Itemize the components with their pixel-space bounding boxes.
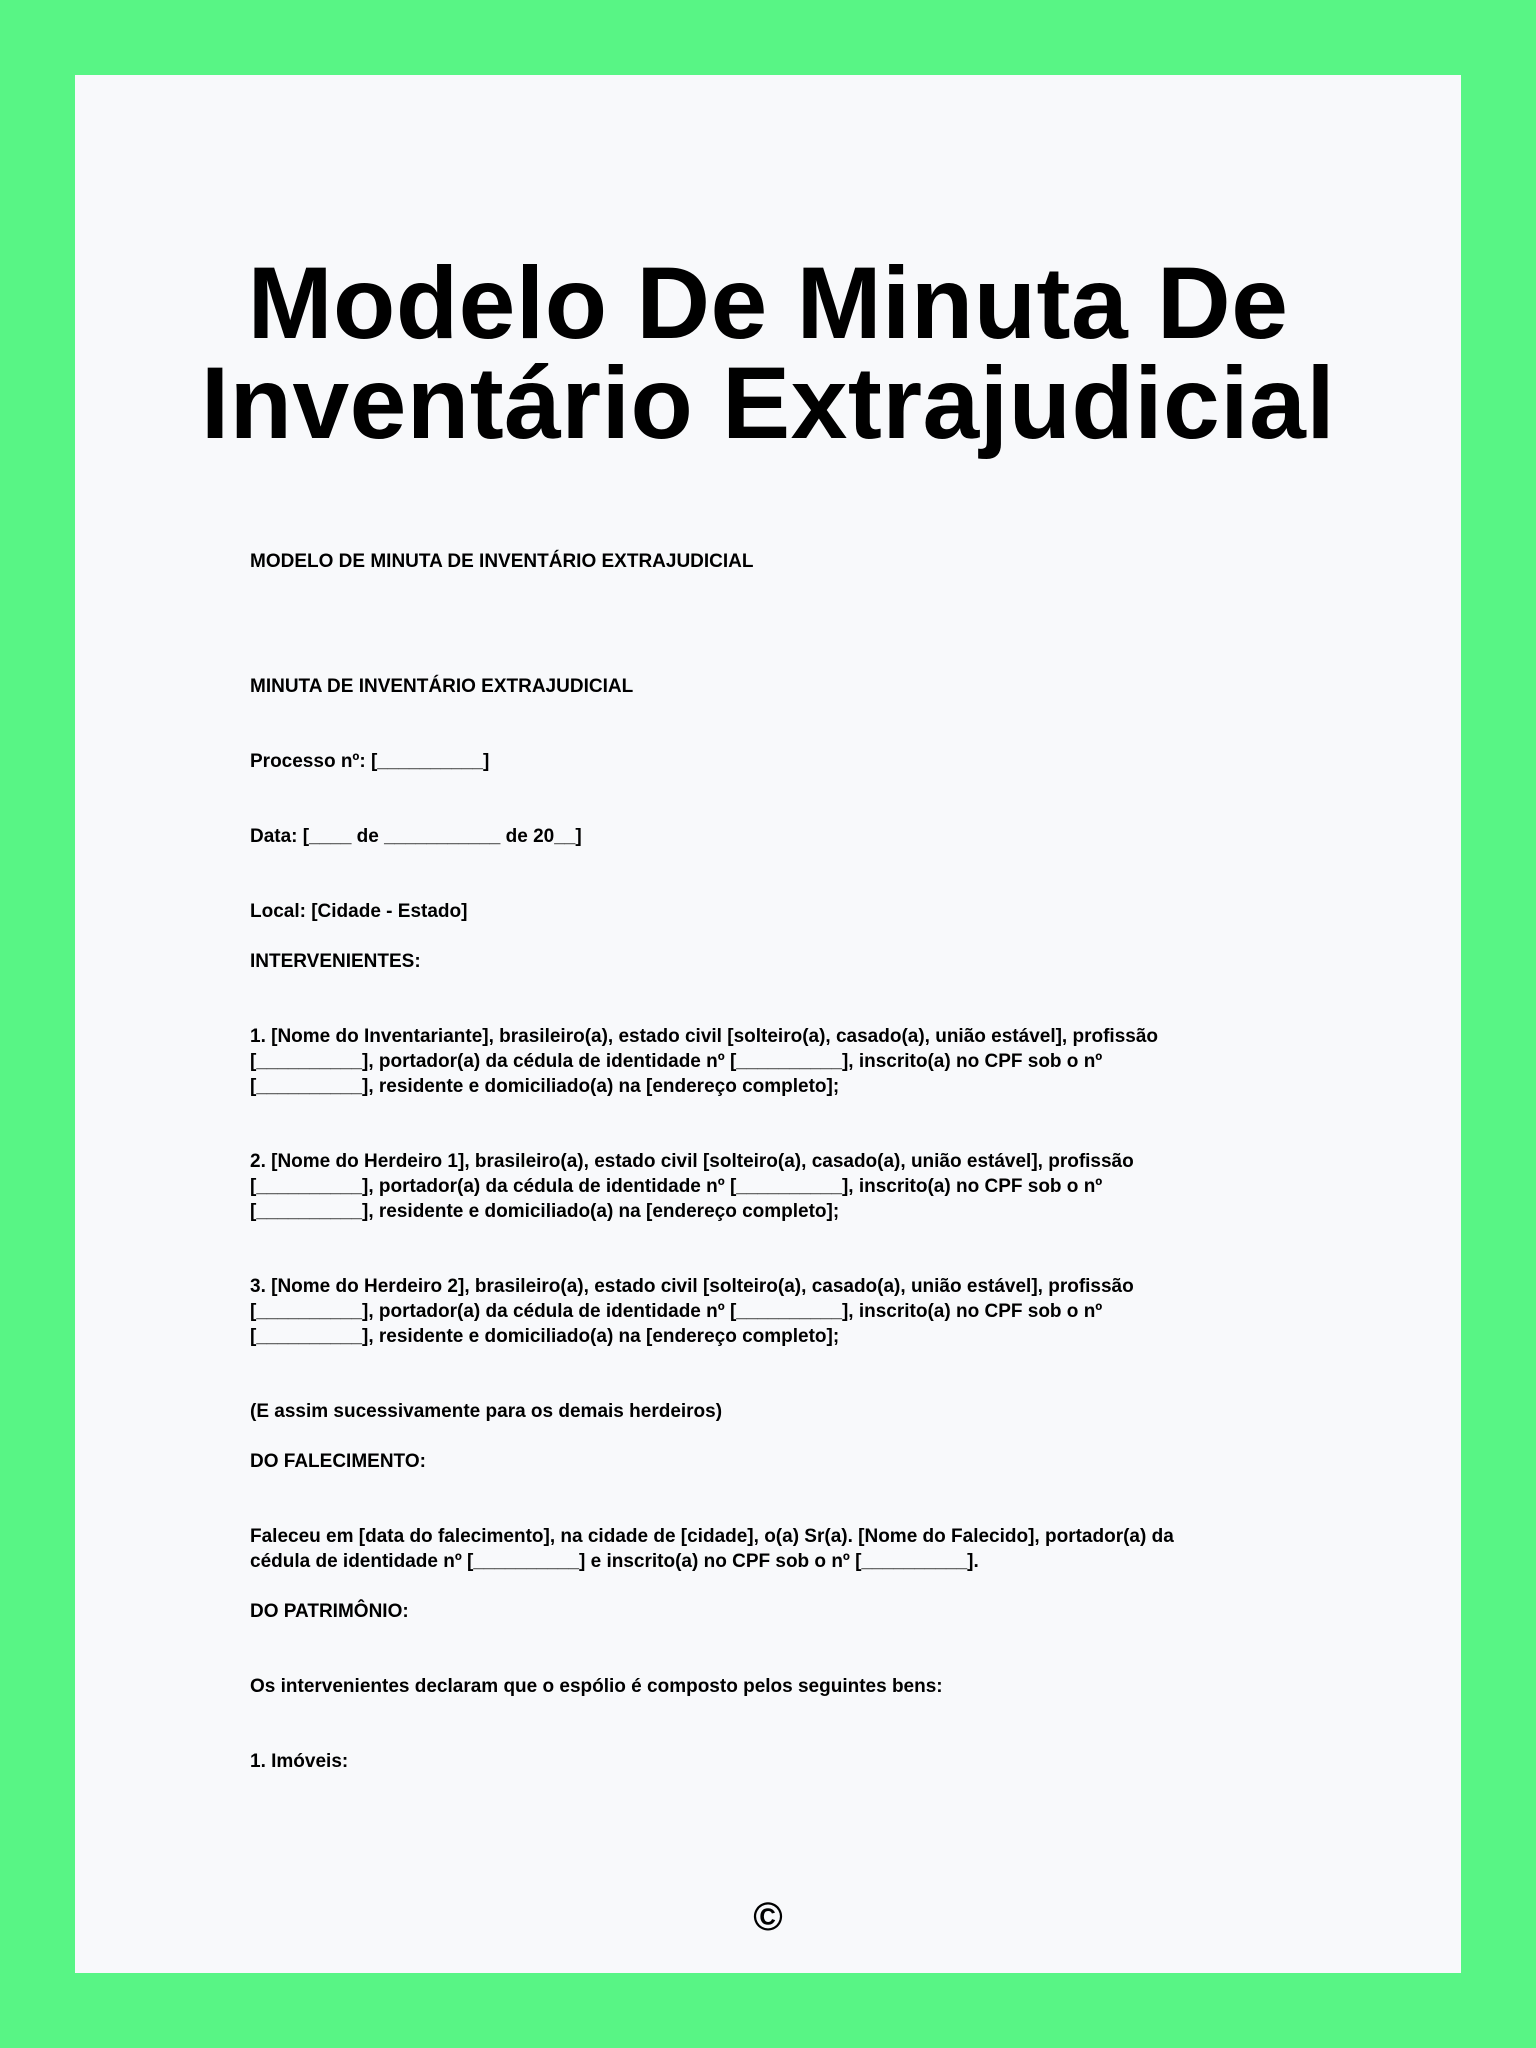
document-title-line-1: Modelo De Minuta De (247, 246, 1289, 360)
data-field: Data: [____ de ___________ de 20__] (250, 826, 582, 847)
intervenientes-heading: INTERVENIENTES: (250, 951, 421, 972)
falecimento-paragraph (250, 1524, 1320, 1574)
document-title-line-2: Inventário Extrajudicial (200, 346, 1336, 460)
copyright-icon: © (753, 1895, 783, 1939)
party-1-line-2: [__________], portador(a) da cédula de identidade nº [__________], inscrito(a) no CPF sob o nº (250, 1051, 1103, 1072)
party-3-line-3: [__________], residente e domiciliado(a) na [endereço completo]; (250, 1326, 840, 1347)
falecimento-heading: DO FALECIMENTO: (250, 1451, 426, 1472)
section-heading-sub: MINUTA DE INVENTÁRIO EXTRAJUDICIAL (250, 676, 634, 697)
party-1-line-3: [__________], residente e domiciliado(a) na [endereço completo]; (250, 1076, 840, 1097)
document-title (75, 246, 1461, 460)
falecimento-line-1: Faleceu em [data do falecimento], na cidade de [cidade], o(a) Sr(a). [Nome do Falecido], portador(a) da (250, 1526, 1174, 1547)
party-3-line-2: [__________], portador(a) da cédula de identidade nº [__________], inscrito(a) no CPF sob o nº (250, 1301, 1103, 1322)
patrimonio-heading: DO PATRIMÔNIO: (250, 1601, 409, 1622)
document-page (75, 75, 1461, 1973)
section-heading-main: MODELO DE MINUTA DE INVENTÁRIO EXTRAJUDICIAL (250, 551, 754, 572)
patrimonio-text: Os intervenientes declaram que o espólio é composto pelos seguintes bens: (250, 1676, 943, 1697)
falecimento-line-2: cédula de identidade nº [__________] e inscrito(a) no CPF sob o nº [__________]. (250, 1551, 979, 1572)
party-2-line-1: 2. [Nome do Herdeiro 1], brasileiro(a), estado civil [solteiro(a), casado(a), união estável], profissão (250, 1151, 1134, 1172)
party-2-line-3: [__________], residente e domiciliado(a) na [endereço completo]; (250, 1201, 840, 1222)
party-paragraph-3 (250, 1274, 1320, 1349)
local-field: Local: [Cidade - Estado] (250, 901, 468, 922)
party-3-line-1: 3. [Nome do Herdeiro 2], brasileiro(a), estado civil [solteiro(a), casado(a), união estável], profissão (250, 1276, 1134, 1297)
processo-field: Processo nº: [__________] (250, 751, 490, 772)
party-2-line-2: [__________], portador(a) da cédula de identidade nº [__________], inscrito(a) no CPF sob o nº (250, 1176, 1103, 1197)
imoveis-item: 1. Imóveis: (250, 1751, 349, 1772)
party-paragraph-2 (250, 1149, 1320, 1224)
party-paragraph-1 (250, 1024, 1320, 1099)
sucessivamente-note: (E assim sucessivamente para os demais herdeiros) (250, 1401, 723, 1422)
party-1-line-1: 1. [Nome do Inventariante], brasileiro(a), estado civil [solteiro(a), casado(a), união estável], profissão (250, 1026, 1159, 1047)
